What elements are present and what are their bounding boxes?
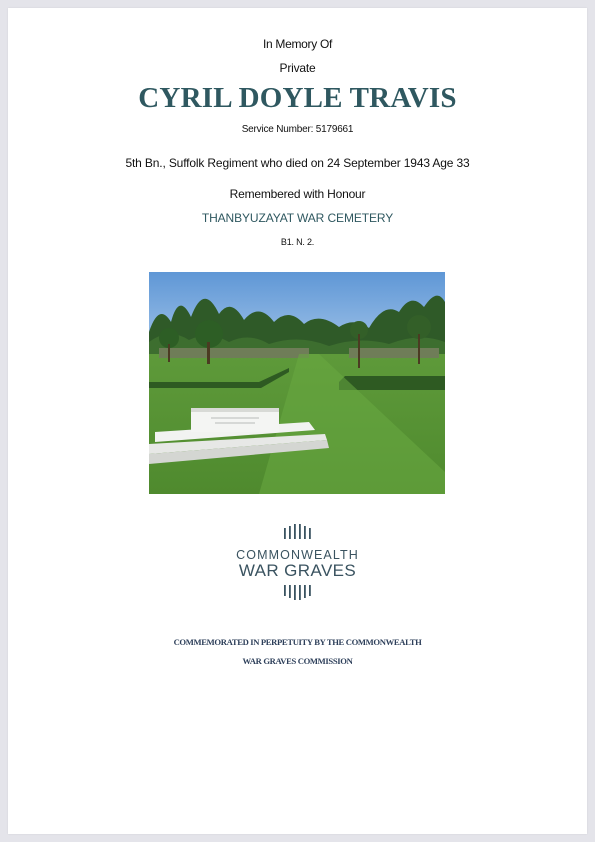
- footer-line-1: COMMEMORATED IN PERPETUITY BY THE COMMONWEALTH: [173, 637, 422, 647]
- cemetery-photo: [149, 272, 445, 494]
- honour-text: Remembered with Honour: [229, 187, 366, 201]
- rank-text: Private: [279, 61, 316, 75]
- logo-war-graves-text: WAR GRAVES: [238, 561, 357, 580]
- logo-commonwealth-text: COMMONWEALTH: [236, 548, 359, 562]
- unit-details: 5th Bn., Suffolk Regiment who died on 24 September 1943 Age 33: [125, 156, 470, 170]
- intro-text: In Memory Of: [262, 37, 333, 51]
- casualty-name: CYRIL DOYLE TRAVIS: [138, 82, 457, 114]
- cemetery-name: THANBYUZAYAT WAR CEMETERY: [201, 211, 394, 225]
- footer-line-2: WAR GRAVES COMMISSION: [242, 656, 353, 666]
- grave-reference: B1. N. 2.: [280, 237, 315, 247]
- service-number: Service Number: 5179661: [241, 124, 354, 135]
